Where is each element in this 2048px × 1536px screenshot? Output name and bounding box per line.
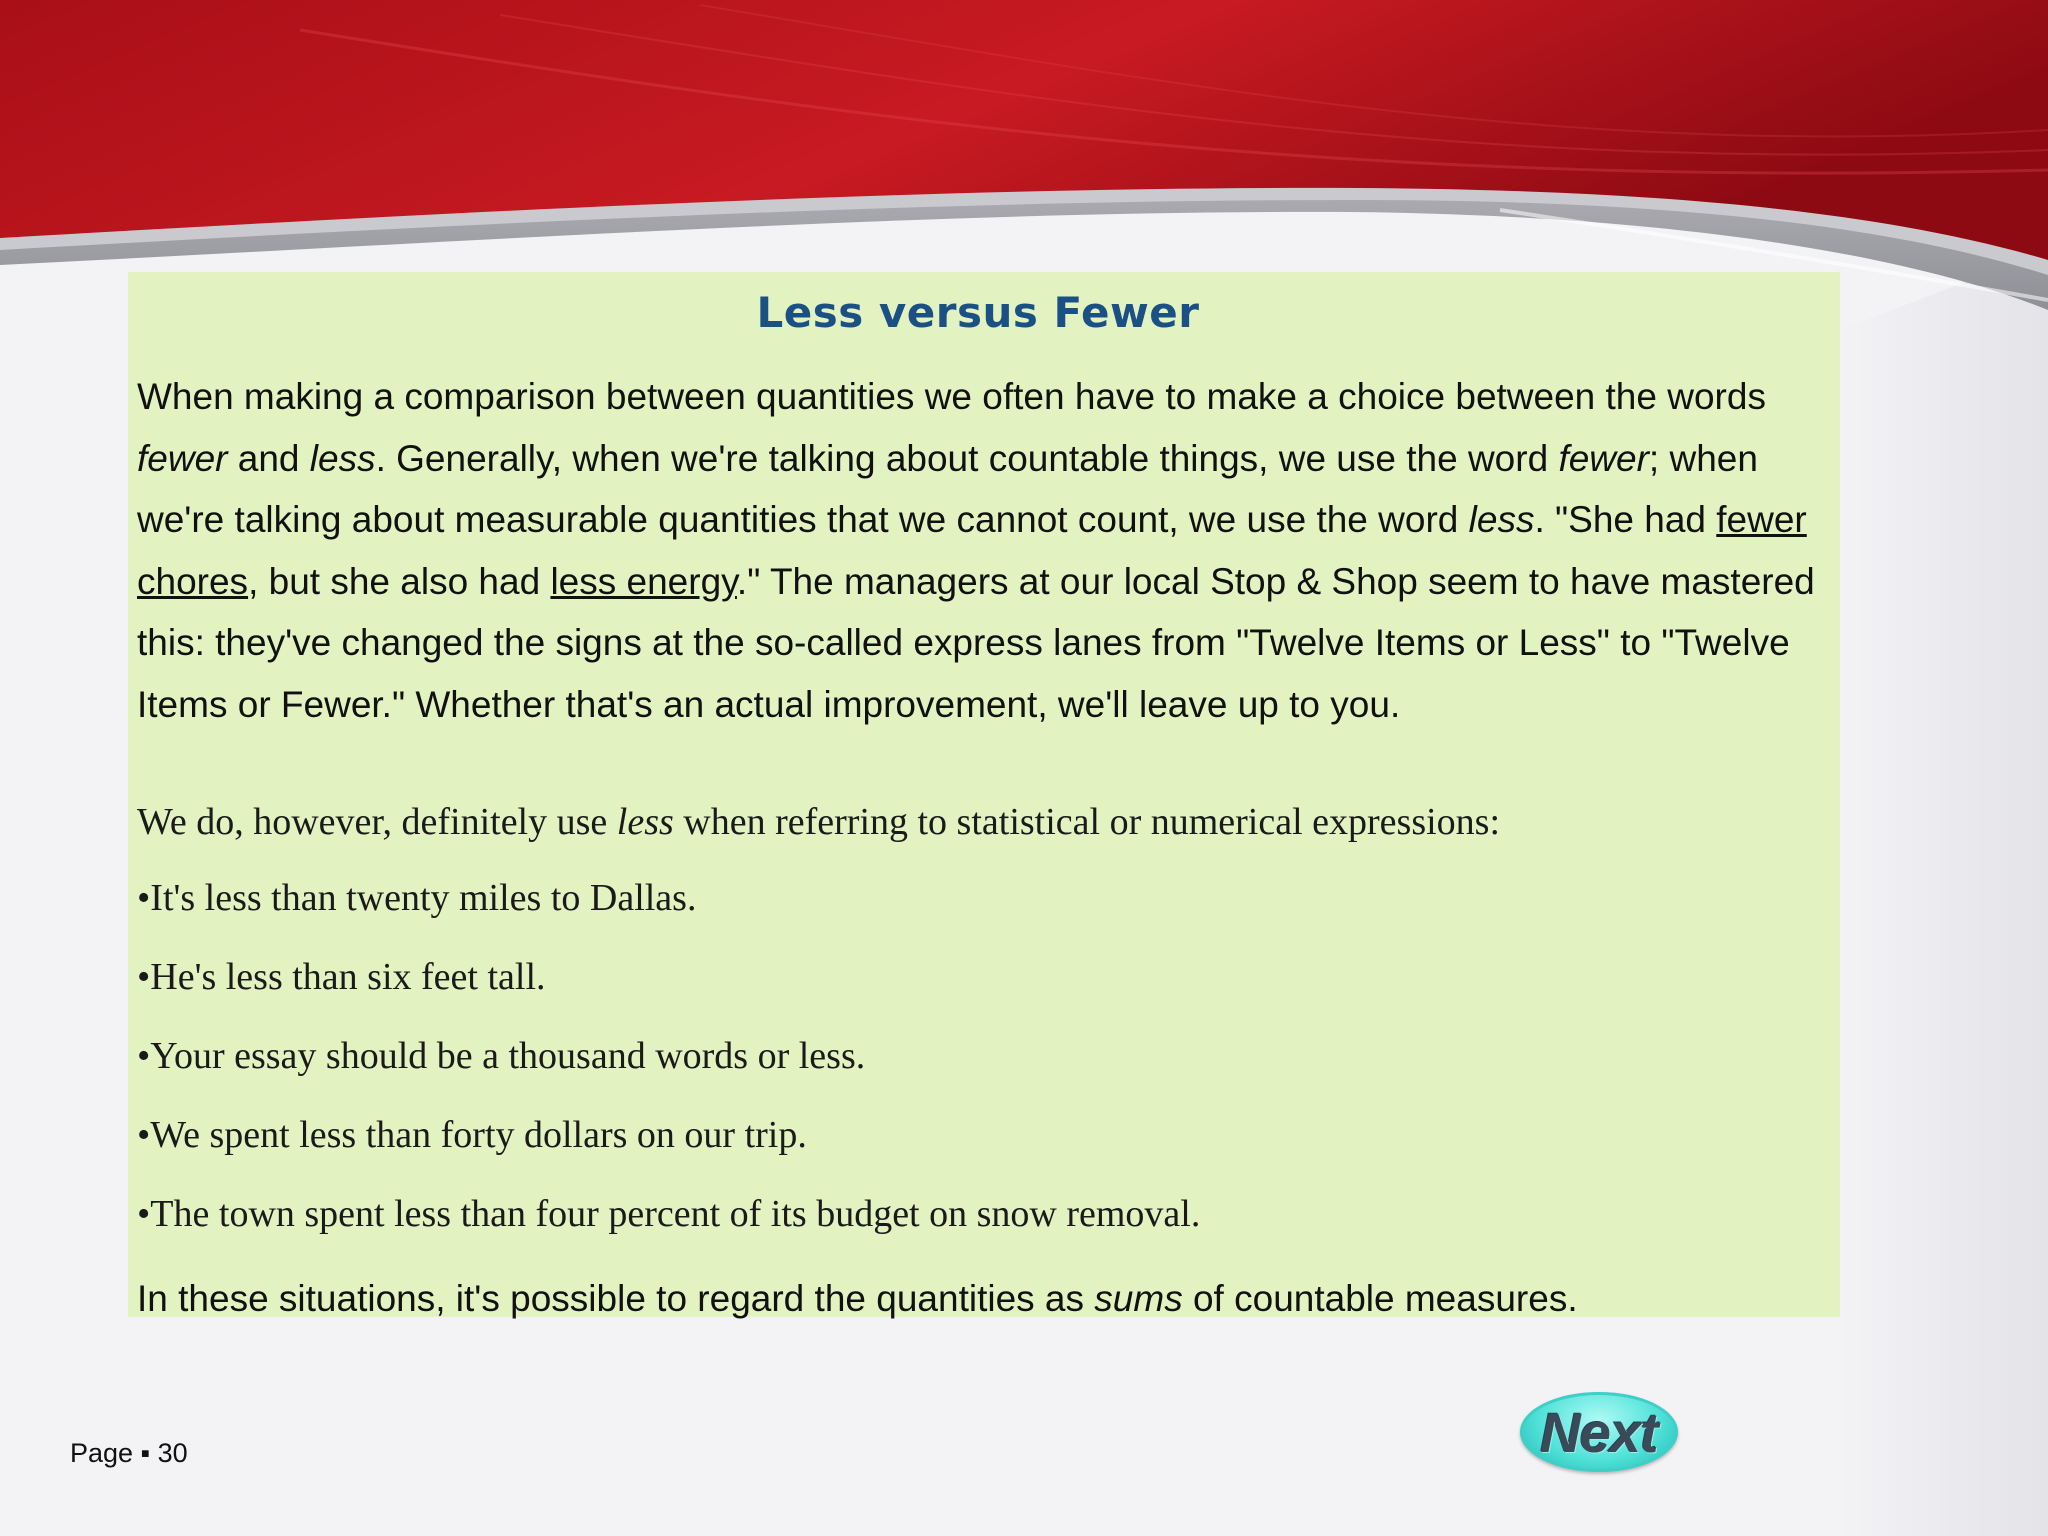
example-list [137, 873, 1837, 1268]
word-less: less [616, 801, 674, 843]
next-button-label: Next [1540, 1400, 1658, 1464]
list-item: •The town spent less than four percent of its budget on snow removal. [137, 1193, 1201, 1235]
underlined-fewer-chores: fewer chores [137, 499, 1807, 602]
word-fewer: fewer [137, 437, 228, 479]
word-fewer: fewer [1558, 437, 1649, 479]
word-sums: sums [1094, 1278, 1183, 1319]
list-item: •He's less than six feet tall. [137, 956, 546, 998]
para1-text: and [227, 437, 310, 479]
content-panel [128, 272, 1840, 1317]
underlined-less-energy: less energy [550, 560, 737, 602]
para1-text: . Generally, when we're talking about countable things, we use the word [375, 437, 1559, 479]
para1-text: . "She had [1534, 499, 1717, 540]
statistical-paragraph [137, 797, 1837, 847]
para1-text: ." The managers at our local Stop & Shop seem to have mastered this: they've changed the signs at the so-called express lanes from "Twelve Items or Less" to "Twelve Items or Fewer." Whether that's an actual improvement, we'll leave up to you. [137, 560, 1815, 725]
page-number: Page ▪ 30 [70, 1438, 188, 1468]
intro-paragraph [137, 366, 1837, 735]
conclusion-paragraph [137, 1274, 1837, 1324]
para1-text: , but she also had [248, 560, 551, 602]
list-item: •We spent less than forty dollars on our trip. [137, 1114, 807, 1156]
para1-text: When making a comparison between quantities we often have to make a choice between the words [137, 376, 1766, 417]
next-button[interactable] [1520, 1392, 1678, 1472]
para3-text: In these situations, it's possible to regard the quantities as [137, 1278, 1095, 1319]
slide-title: Less versus Fewer [756, 288, 1200, 337]
para2-text: We do, however, definitely use [137, 801, 617, 843]
para2-text: when referring to statistical or numerical expressions: [673, 801, 1501, 843]
list-item: •Your essay should be a thousand words or less. [137, 1035, 866, 1077]
word-less: less [309, 437, 376, 479]
word-less: less [1468, 499, 1535, 540]
para1-text: ; when we're talking about measurable quantities that we cannot count, we use the word [137, 437, 1758, 540]
para3-text: of countable measures. [1182, 1278, 1578, 1319]
list-item: •It's less than twenty miles to Dallas. [137, 877, 697, 919]
